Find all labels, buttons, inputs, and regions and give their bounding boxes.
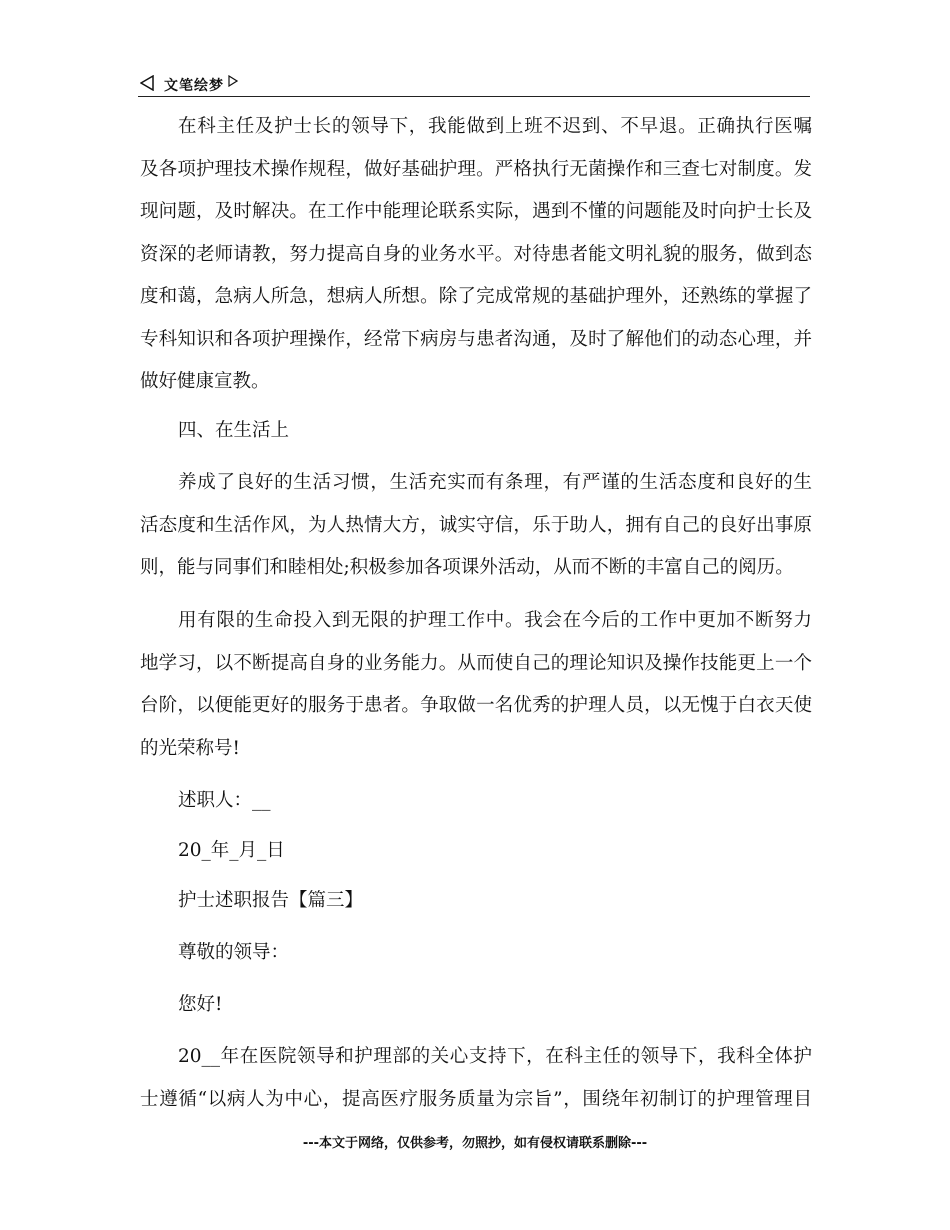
text-line: 资深的老师请教，努力提高自身的业务水平。对待患者能文明礼貌的服务，做到态 — [140, 243, 812, 265]
text-line: 地学习，以不断提高自身的业务能力。从而使自己的理论知识及操作技能更上一个 — [140, 652, 812, 674]
text-line: 士遵循“以病人为中心，提高医疗服务质量为宗旨”，围绕年初制订的护理管理目 — [140, 1088, 812, 1110]
header-title: 文笔绘梦 — [164, 78, 224, 94]
text-line: 度和蔼，急病人所急，想病人所想。除了完成常规的基础护理外，还熟练的掌握了 — [140, 286, 812, 307]
report-title — [140, 880, 812, 923]
text-line: 20__年在医院领导和护理部的关心支持下，在科主任的领导下，我科全体护 — [178, 1046, 812, 1067]
text-line: 您好! — [178, 994, 223, 1015]
paragraph-summary-intro — [140, 1036, 812, 1121]
text-line: 现问题，及时解决。在工作中能理论联系实际，遇到不懂的问题能及时向护士长及 — [140, 201, 812, 222]
text-line: 的光荣称号! — [140, 737, 240, 759]
text-line: 述职人：__ — [178, 790, 271, 811]
text-line: 20_年_月_日 — [178, 840, 285, 861]
greeting — [140, 984, 812, 1027]
text-line: 四、在生活上 — [178, 420, 290, 441]
salutation — [140, 932, 812, 975]
triangle-left-icon — [140, 75, 154, 91]
text-line: 则，能与同事们和睦相处;积极参加各项课外活动，从而不断的丰富自己的阅历。 — [140, 557, 794, 578]
text-line: 养成了良好的生活习惯，生活充实而有条理，有严谨的生活态度和良好的生 — [178, 472, 812, 493]
text-line: 及各项护理技术操作规程，做好基础护理。严格执行无菌操作和三查七对制度。发 — [140, 158, 812, 180]
text-line: 用有限的生命投入到无限的护理工作中。我会在今后的工作中更加不断努力 — [178, 610, 812, 631]
text-line: 在科主任及护士长的领导下，我能做到上班不迟到、不早退。正确执行医嘱 — [178, 116, 812, 137]
page-header — [138, 72, 810, 97]
paragraph-life — [140, 462, 812, 590]
triangle-right-icon — [228, 75, 238, 87]
footer-disclaimer: ---本文于网络，仅供参考，勿照抄，如有侵权请联系删除--- — [302, 1136, 648, 1151]
text-line: 做好健康宣教。 — [140, 371, 270, 392]
paragraph-commitment — [140, 600, 812, 770]
text-line: 活态度和生活作风，为人热情大方，诚实守信，乐于助人，拥有自己的良好出事原 — [140, 514, 812, 536]
date-line — [140, 830, 812, 873]
text-line: 尊敬的领导： — [178, 942, 290, 963]
text-line: 护士述职报告【篇三】 — [178, 890, 364, 911]
text-line: 台阶，以便能更好的服务于患者。争取做一名优秀的护理人员，以无愧于白衣天使 — [140, 695, 812, 716]
signature-line — [140, 780, 812, 823]
paragraph-work-attitude — [140, 106, 812, 404]
section-heading-life — [140, 410, 812, 453]
text-line: 专科知识和各项护理操作，经常下病房与患者沟通，及时了解他们的动态心理，并 — [140, 328, 812, 350]
